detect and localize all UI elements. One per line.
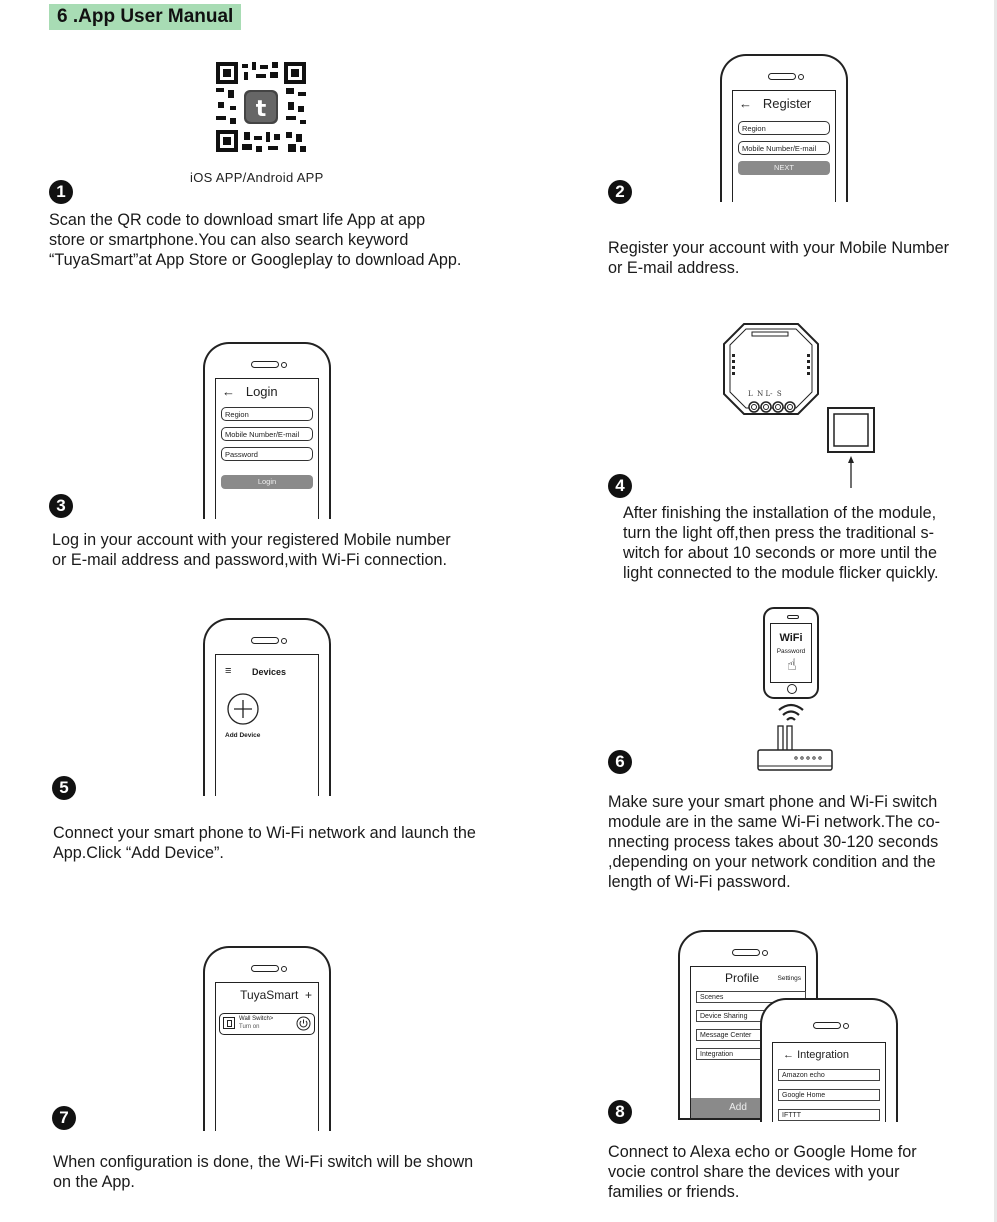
integration-item-amazon-echo[interactable]: Amazon echo xyxy=(778,1069,880,1081)
step-5-text xyxy=(53,823,476,863)
back-arrow-icon[interactable]: ← xyxy=(739,96,752,111)
phone-speaker xyxy=(251,361,279,368)
phone-camera xyxy=(281,966,287,972)
phone-camera xyxy=(281,362,287,368)
add-button[interactable]: Add xyxy=(691,1098,785,1118)
arrow-up-icon xyxy=(844,456,858,488)
qr-caption: iOS APP/Android APP xyxy=(190,170,324,185)
login-phone xyxy=(203,342,331,519)
step-number-3: 3 xyxy=(49,494,73,518)
device-card[interactable] xyxy=(219,1013,315,1035)
phone-camera xyxy=(281,638,287,644)
devices-title: Devices xyxy=(252,667,287,677)
text-line: witch for about 10 seconds or more until the xyxy=(623,544,938,562)
next-button[interactable]: NEXT xyxy=(738,161,830,175)
mobile-email-field[interactable]: Mobile Number/E-mail xyxy=(221,427,313,441)
step-number-4: 4 xyxy=(608,474,632,498)
text-line: ,depending on your network condition and the xyxy=(608,853,936,871)
text-line: store or smartphone.You can also search keyword xyxy=(49,231,409,249)
home-button xyxy=(787,684,797,694)
text-line: “TuyaSmart”at App Store or Googleplay to download App. xyxy=(49,251,462,269)
integration-item-ifttt[interactable]: IFTTT xyxy=(778,1109,880,1121)
text-line: Make sure your smart phone and Wi-Fi switch xyxy=(608,793,938,811)
device-name: Wall Switch> xyxy=(239,1016,274,1022)
login-title: Login xyxy=(245,384,278,399)
device-status: Turn on xyxy=(239,1024,260,1030)
profile-item-device-sharing[interactable]: Device Sharing xyxy=(696,1010,806,1022)
integration-title: Integration xyxy=(797,1049,850,1061)
svg-text:t: t xyxy=(255,97,267,122)
phone-screen xyxy=(215,654,319,796)
step-number-6: 6 xyxy=(608,750,632,774)
phone-screen xyxy=(732,90,836,202)
step-3-text xyxy=(52,530,451,570)
text-line: vocie control share the devices with your xyxy=(608,1163,900,1181)
text-line: Scan the QR code to download smart life App at app xyxy=(49,211,426,229)
text-line: length of Wi-Fi password. xyxy=(608,873,791,891)
switch-icon xyxy=(223,1017,235,1029)
tuyasmart-header xyxy=(240,988,312,1002)
text-line: Connect your smart phone to Wi-Fi network and launch the xyxy=(53,824,476,842)
register-title: Register xyxy=(762,96,812,111)
add-circle-icon[interactable] xyxy=(227,693,259,725)
add-device-label: Add Device xyxy=(225,732,261,739)
phone-camera xyxy=(798,74,804,80)
text-line: or E-mail address and password,with Wi-Fi connection. xyxy=(52,551,447,569)
text-line: App.Click “Add Device”. xyxy=(53,844,224,862)
phone-speaker xyxy=(251,637,279,644)
section-title: 6 .App User Manual xyxy=(49,4,241,30)
login-button[interactable]: Login xyxy=(221,475,313,489)
wifi-password-label: Password xyxy=(776,648,806,655)
text-line: When configuration is done, the Wi-Fi switch will be shown xyxy=(53,1153,474,1171)
tuyasmart-phone xyxy=(203,946,331,1131)
step-number-1: 1 xyxy=(49,180,73,204)
phone-screen xyxy=(772,1042,886,1122)
back-arrow-icon[interactable]: ← xyxy=(783,1049,794,1061)
wifi-title: WiFi xyxy=(779,632,803,644)
step-2-text xyxy=(608,238,949,278)
phone-speaker xyxy=(732,949,760,956)
phone-camera xyxy=(762,950,768,956)
text-line: or E-mail address. xyxy=(608,259,740,277)
text-line: turn the light off,then press the traditional s- xyxy=(623,524,935,542)
tuyasmart-title: TuyaSmart xyxy=(240,988,299,1002)
text-line: light connected to the module flicker quickly. xyxy=(623,564,939,582)
back-arrow-icon[interactable]: ← xyxy=(222,384,235,399)
text-line: After finishing the installation of the module, xyxy=(623,504,937,522)
register-header xyxy=(739,96,811,111)
step-number-2: 2 xyxy=(608,180,632,204)
hand-pointer-icon: ☝ xyxy=(787,657,797,674)
step-8-text xyxy=(608,1142,917,1202)
qr-code-icon xyxy=(216,62,306,152)
add-plus-icon[interactable]: + xyxy=(304,988,312,1002)
phone-screen xyxy=(215,982,319,1131)
text-line: Register your account with your Mobile Number xyxy=(608,239,949,257)
phone-speaker xyxy=(768,73,796,80)
mobile-email-field[interactable]: Mobile Number/E-mail xyxy=(738,141,830,155)
phone-camera xyxy=(843,1023,849,1029)
region-field[interactable]: Region xyxy=(221,407,313,421)
register-phone xyxy=(720,54,848,202)
text-line: on the App. xyxy=(53,1173,135,1191)
integration-phone xyxy=(760,998,898,1122)
text-line: nnecting process takes about 30-120 seconds xyxy=(608,833,939,851)
integration-header xyxy=(783,1049,849,1061)
step-number-7: 7 xyxy=(52,1106,76,1130)
phone-speaker xyxy=(251,965,279,972)
settings-link[interactable]: Settings xyxy=(777,975,801,982)
profile-item-message-center[interactable]: Message Center xyxy=(696,1029,806,1041)
profile-title: Profile xyxy=(725,971,760,985)
wifi-signal-icon xyxy=(776,702,806,724)
module-illustration xyxy=(722,322,882,488)
text-line: Log in your account with your registered Mobile number xyxy=(52,531,451,549)
step-6-text xyxy=(608,792,940,892)
phone-speaker xyxy=(787,615,799,619)
profile-item-integration[interactable]: Integration xyxy=(696,1048,806,1060)
integration-item-google-home[interactable]: Google Home xyxy=(778,1089,880,1101)
power-icon[interactable] xyxy=(296,1016,311,1031)
module-terminal-labels: L N L- S xyxy=(748,390,782,398)
phone-screen xyxy=(215,378,319,519)
login-header xyxy=(222,384,278,399)
phone-screen xyxy=(770,623,812,683)
router-icon xyxy=(756,724,834,774)
region-field[interactable]: Region xyxy=(738,121,830,135)
password-field[interactable]: Password xyxy=(221,447,313,461)
devices-phone xyxy=(203,618,331,796)
menu-icon[interactable]: ≡ xyxy=(225,665,232,677)
step-7-text xyxy=(53,1152,473,1192)
text-line: module are in the same Wi-Fi network.The co- xyxy=(608,813,940,831)
step-number-5: 5 xyxy=(52,776,76,800)
wifi-phone xyxy=(763,607,819,699)
phone-speaker xyxy=(813,1022,841,1029)
text-line: families or friends. xyxy=(608,1183,740,1201)
step-number-8: 8 xyxy=(608,1100,632,1124)
step-1-text xyxy=(49,210,461,270)
profile-item-scenes[interactable]: Scenes xyxy=(696,991,806,1003)
step-4-text xyxy=(623,503,939,583)
text-line: Connect to Alexa echo or Google Home for xyxy=(608,1143,917,1161)
